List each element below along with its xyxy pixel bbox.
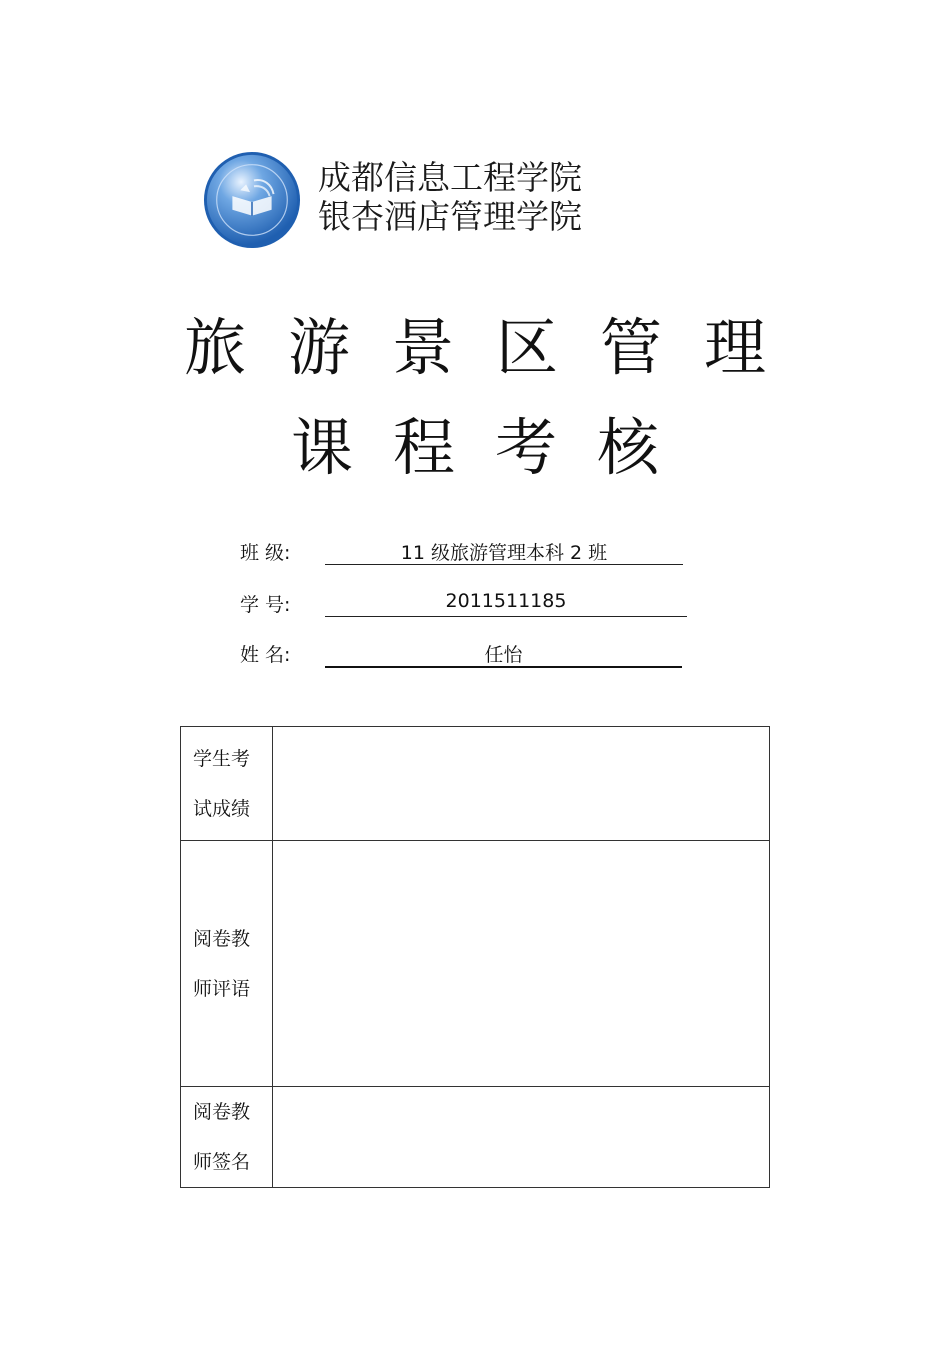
student-name-value: 任怡 (325, 640, 682, 668)
teacher-comments-cell (273, 841, 770, 1087)
class-value: 11 级旅游管理本科 2 班 (325, 538, 683, 565)
teacher-signature-cell (273, 1087, 770, 1188)
table-row-exam-score (181, 727, 770, 841)
student-name-label: 姓 名: (240, 644, 291, 666)
school-name-primary: 成都信息工程学院 (318, 158, 582, 197)
grading-table (180, 726, 770, 1188)
assessment-title: 课程考核 (290, 411, 699, 484)
teacher-comments-label: 阅卷教 师评语 (181, 841, 273, 1087)
class-label: 班 级: (240, 542, 291, 564)
teacher-signature-label: 阅卷教 师签名 (181, 1087, 273, 1188)
course-title: 旅游景区管理 (183, 311, 808, 384)
school-names (318, 158, 582, 236)
table-row-teacher-signature (181, 1087, 770, 1188)
exam-score-cell (273, 727, 770, 841)
school-logo-emblem (203, 151, 301, 249)
student-id-value: 2011511185 (325, 590, 687, 617)
student-id-label: 学 号: (240, 594, 291, 616)
table-row-teacher-comments (181, 841, 770, 1087)
exam-score-label: 学生考 试成绩 (181, 727, 273, 841)
school-name-secondary: 银杏酒店管理学院 (318, 197, 582, 236)
